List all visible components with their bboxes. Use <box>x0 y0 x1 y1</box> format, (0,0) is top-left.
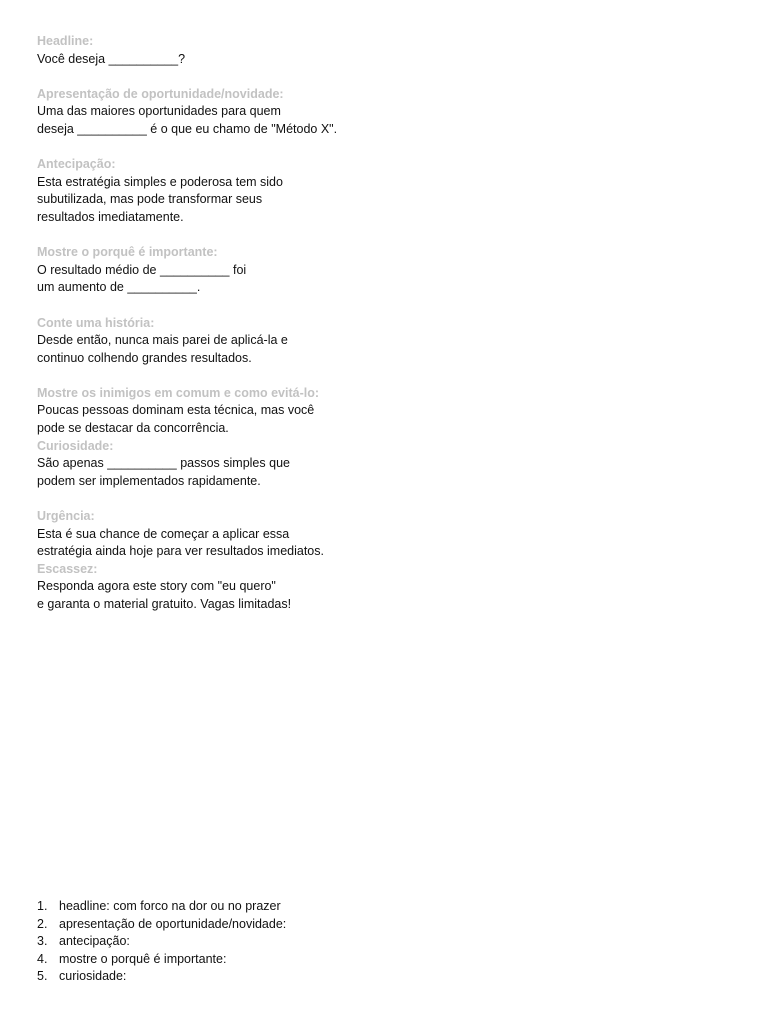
story-template-sections <box>37 33 737 614</box>
list-number: 1. <box>37 899 48 913</box>
section-anticipation <box>37 156 737 226</box>
section-text: estratégia ainda hoje para ver resultados imediatos. <box>37 544 324 559</box>
list-text: curiosidade: <box>59 969 127 984</box>
list-item <box>37 916 286 934</box>
section-text: Esta estratégia simples e poderosa tem sido <box>37 174 283 189</box>
spacer <box>37 227 737 245</box>
section-text: Poucas pessoas dominam esta técnica, mas você <box>37 403 315 418</box>
section-text: Você deseja __________? <box>37 51 186 66</box>
section-label: Escassez: <box>37 561 98 576</box>
section-text: São apenas __________ passos simples que <box>37 456 290 471</box>
list-text: mostre o porquê é importante: <box>59 951 227 966</box>
section-story <box>37 315 737 368</box>
section-curiosity <box>37 438 737 491</box>
section-label: Headline: <box>37 34 94 48</box>
section-text: subutilizada, mas pode transformar seus <box>37 192 263 207</box>
section-why-important <box>37 244 737 297</box>
list-number: 5. <box>37 969 48 984</box>
spacer <box>37 139 737 157</box>
section-label: Conte uma história: <box>37 315 155 330</box>
section-common-enemies <box>37 385 737 438</box>
section-opportunity <box>37 86 737 139</box>
spacer <box>37 490 737 508</box>
section-label: Antecipação: <box>37 157 116 172</box>
section-text: podem ser implementados rapidamente. <box>37 473 261 488</box>
section-text: Uma das maiores oportunidades para quem <box>37 104 281 119</box>
section-text: O resultado médio de __________ foi <box>37 262 247 277</box>
section-label: Urgência: <box>37 509 95 524</box>
section-text: Esta é sua chance de começar a aplicar essa <box>37 526 290 541</box>
section-text: e garanta o material gratuito. Vagas limitadas! <box>37 597 292 611</box>
spacer <box>37 297 737 315</box>
list-item <box>37 933 286 951</box>
numbered-outline-list <box>37 898 286 986</box>
list-item <box>37 951 286 969</box>
section-text: resultados imediatamente. <box>37 209 184 224</box>
list-item <box>37 898 286 916</box>
section-label: Mostre os inimigos em comum e como evitá-lo: <box>37 385 320 400</box>
section-text: um aumento de __________. <box>37 280 201 295</box>
list-text: antecipação: <box>59 934 130 949</box>
list-text: apresentação de oportunidade/novidade: <box>59 916 287 931</box>
list-number: 4. <box>37 951 48 966</box>
section-headline <box>37 33 737 68</box>
list-text: headline: com forco na dor ou no prazer <box>59 899 281 913</box>
spacer <box>37 367 737 385</box>
section-scarcity <box>37 561 737 614</box>
list-number: 3. <box>37 934 48 949</box>
section-text: pode se destacar da concorrência. <box>37 421 229 436</box>
section-text: deseja __________ é o que eu chamo de "Método X". <box>37 121 338 136</box>
list-item <box>37 968 286 986</box>
section-label: Curiosidade: <box>37 438 114 453</box>
section-text: Desde então, nunca mais parei de aplicá-la e <box>37 333 288 348</box>
section-text: continuo colhendo grandes resultados. <box>37 350 252 365</box>
section-label: Mostre o porquê é importante: <box>37 245 218 260</box>
spacer <box>37 68 737 86</box>
section-text: Responda agora este story com "eu quero" <box>37 579 276 594</box>
section-label: Apresentação de oportunidade/novidade: <box>37 86 284 101</box>
section-urgency <box>37 508 737 561</box>
list-number: 2. <box>37 916 48 931</box>
